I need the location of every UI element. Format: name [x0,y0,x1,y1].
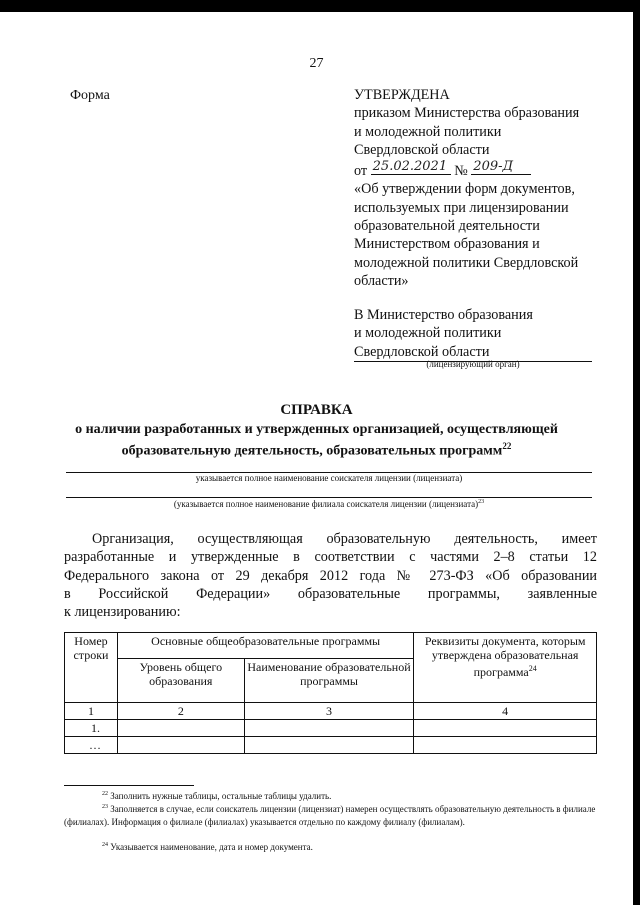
licensing-body-caption: (лицензирующий орган) [426,359,520,369]
column-number: 4 [414,703,597,720]
header-document-details [414,633,597,703]
footnote-text: Заполняется в случае, если соискатель лицензии (лицензиат) намерен осуществлять образовательную деятельность в филиале (филиалах). Информация о филиале (филиалах) указывается отдельно по каждому филиалу (филиалам). [64,804,596,827]
table-cell[interactable] [244,737,414,754]
paragraph-line: разработанные и утвержденные в соответствии с частями 2–8 статьи 12 [64,549,597,566]
branch-caption-text: (указывается полное наименование филиала соискателя лицензии (лицензиата) [173,499,479,509]
branch-name-line[interactable] [66,497,592,498]
approval-heading: УТВЕРЖДЕНА [354,87,450,103]
approval-line: и молодежной политики [354,123,502,140]
date-field [371,159,451,175]
approval-title-line: области» [354,272,409,289]
approval-title-line: образовательной деятельности [354,218,540,235]
footnote-number: 24 [102,842,108,848]
table-cell: 1. [65,720,118,737]
date-handwritten: 25.02.2021 [372,159,448,175]
column-number: 2 [117,703,244,720]
page-number: 27 [309,56,324,71]
approval-date-line [354,159,579,180]
footnote-23 [64,801,597,828]
footnote-ref: 24 [528,664,537,673]
footnote-24 [64,839,597,854]
header-row-number: Номер строки [65,633,118,703]
footnote-separator [64,785,194,786]
body-paragraph [64,530,597,621]
footnote-number: 23 [102,804,108,810]
header-program-name: Наименование образовательной программы [244,659,414,703]
date-prefix: от [354,163,368,180]
table-row [65,720,597,737]
addressee-block [354,306,592,362]
footnote-text: Заполнить нужные таблицы, остальные таблицы удалить. [110,791,332,801]
addressee-line: Свердловской области [354,343,592,362]
number-field [471,159,531,175]
subtitle-line: образовательную деятельность, образовательных программ [121,443,503,459]
approval-title-line: используемых при лицензировании [354,199,569,216]
document-title: СПРАВКА [280,402,353,418]
approval-line: Свердловской области [354,141,490,158]
footnote-ref: 22 [502,441,512,451]
applicant-name-caption: указывается полное наименование соискателя лицензии (лицензиата) [195,473,463,483]
addressee-line: В Министерство образования [354,307,533,323]
approval-title-line: «Об утверждении форм документов, [354,181,575,198]
addressee-line: и молодежной политики [354,325,502,342]
table-cell[interactable] [117,737,244,754]
document-subtitle [0,421,633,460]
table-row [65,737,597,754]
footnote-ref: 23 [478,499,485,505]
approval-block [354,86,579,290]
approval-title-line: молодежной политики Свердловской [354,254,579,271]
table-cell[interactable] [244,720,414,737]
approval-title-line: Министерством образования и [354,236,540,253]
footnote-text: Указывается наименование, дата и номер документа. [110,842,313,852]
table-cell: … [65,737,118,754]
header-programs: Основные общеобразовательные программы [117,633,413,659]
programs-table [64,632,597,754]
header-education-level: Уровень общего образования [117,659,244,703]
column-number: 1 [65,703,118,720]
footnote-number: 22 [102,791,108,797]
subtitle-line: о наличии разработанных и утвержденных организацией, осуществляющей [75,422,558,437]
number-sign: № [454,163,468,180]
branch-name-caption [66,499,592,509]
paragraph-line: Организация, осуществляющая образовательную деятельность, имеет [92,531,597,547]
number-handwritten: 209-Д [473,159,514,175]
table-cell[interactable] [117,720,244,737]
paragraph-line: к лицензированию: [64,604,181,621]
header-details-text: Реквизиты документа, которым утверждена образовательная программа [424,634,586,679]
paragraph-line: в Российской Федерации» образовательные программы, заявленные [64,585,597,602]
document-page [0,12,633,905]
column-number: 3 [244,703,414,720]
table-cell[interactable] [414,737,597,754]
form-label: Форма [70,88,110,103]
approval-line: приказом Министерства образования [354,105,580,122]
paragraph-line: Федерального закона от 29 декабря 2012 года № 273-ФЗ «Об образовании [64,567,597,584]
table-cell[interactable] [414,720,597,737]
